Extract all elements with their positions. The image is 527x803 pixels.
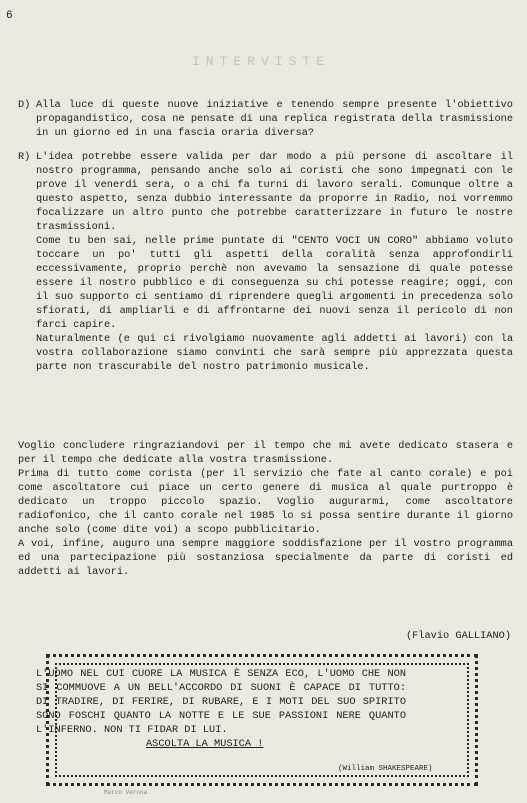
ghost-header: INTERVISTE xyxy=(192,54,331,69)
page-number: 6 xyxy=(6,10,13,22)
closing-paragraph: Voglio concludere ringraziandovi per il tempo che mi avete dedicato stasera e per il tempo che dedicate alla vostra trasmissione. xyxy=(18,440,513,466)
closing-paragraph: A voi, infine, auguro una sempre maggiore soddisfazione per il vostro programma ed una partecipazione più sostanziosa specialmente da parte di coristi ed addetti ai lavori. xyxy=(18,538,513,578)
answer-paragraph: Come tu ben sai, nelle prime puntate di "CENTO VOCI UN CORO" abbiamo voluto toccare un po' tutti gli aspetti della coralità senza approfondirli eccessivamente, proprio perchè non avevamo la sensazione di quale potesse essere il nostro pubblico e di conseguenza su chi potesse reagire; oggi, con il suo supporto ci sentiamo di riprendere quegli argomenti in precedenza solo sfiorati, di ampliarli e di affrontarne dei nuovi senza il pericolo di non farci capire. xyxy=(36,235,513,331)
answer-label: R) xyxy=(18,151,31,163)
signature: (Flavio GALLIANO) xyxy=(405,630,511,642)
answer-block xyxy=(18,150,513,374)
closing-paragraph: Prima di tutto come corista (per il servizio che fate al canto corale) e poi come ascoltatore cui piace un certo genere di musica al quale purtroppo è dedicato un troppo piccolo spazio. Voglio augurarmi, come ascoltatore radiofonico, che il canto corale nel 1985 lo si possa sentire durante il giorno anche solo (come dite voi) a scopo pubblicitario. xyxy=(18,468,513,536)
question-block xyxy=(18,98,513,140)
question-text: Alla luce di queste nuove iniziative e tenendo sempre presente l'obiettivo propagandistico, cosa ne pensate di una replica registrata della trasmissione in un giorno ed in una fascia oraria diversa? xyxy=(36,99,513,139)
footer-mark: Marco Verona xyxy=(104,789,148,796)
shakespeare-quote xyxy=(36,667,406,751)
listen-to-music: ASCOLTA LA MUSICA ! xyxy=(146,738,264,750)
question-label: D) xyxy=(18,99,31,111)
quote-author: (William SHAKESPEARE) xyxy=(338,765,433,773)
closing-block xyxy=(18,439,513,579)
answer-paragraph: Naturalmente (e qui ci rivolgiamo nuovamente agli addetti ai lavori) con la vostra collaborazione siamo convinti che sarà sempre più apprezzata questa parte non trascurabile del nostro patrimonio musicale. xyxy=(36,333,513,373)
answer-paragraph: L'idea potrebbe essere valida per dar modo a più persone di ascoltare il nostro programma, pensando anche solo ai coristi che sono impegnati con le prove il venerdì sera, o a chi fa turni di lavoro serali. Comunque oltre a questo aspetto, senza dubbio interessante da proporre in Radio, noi vorremmo focalizzare un altro punto che potrebbe caratterizzare in futuro le nostre trasmissioni. xyxy=(36,151,513,233)
quote-text: L'UOMO NEL CUI CUORE LA MUSICA È SENZA ECO, L'UOMO CHE NON SI COMMUOVE A UN BELL'ACCORDO DI SUONI È CAPACE DI TUTTO: DI TRADIRE, DI FERIRE, DI RUBARE, E I MOTI DEL SUO SPIRITO SONO FOSCHI QUANTO LA NOTTE E LE SUE PASSIONI NERE QUANTO L'INFERNO. NON TI FIDAR DI LUI. xyxy=(36,668,406,736)
